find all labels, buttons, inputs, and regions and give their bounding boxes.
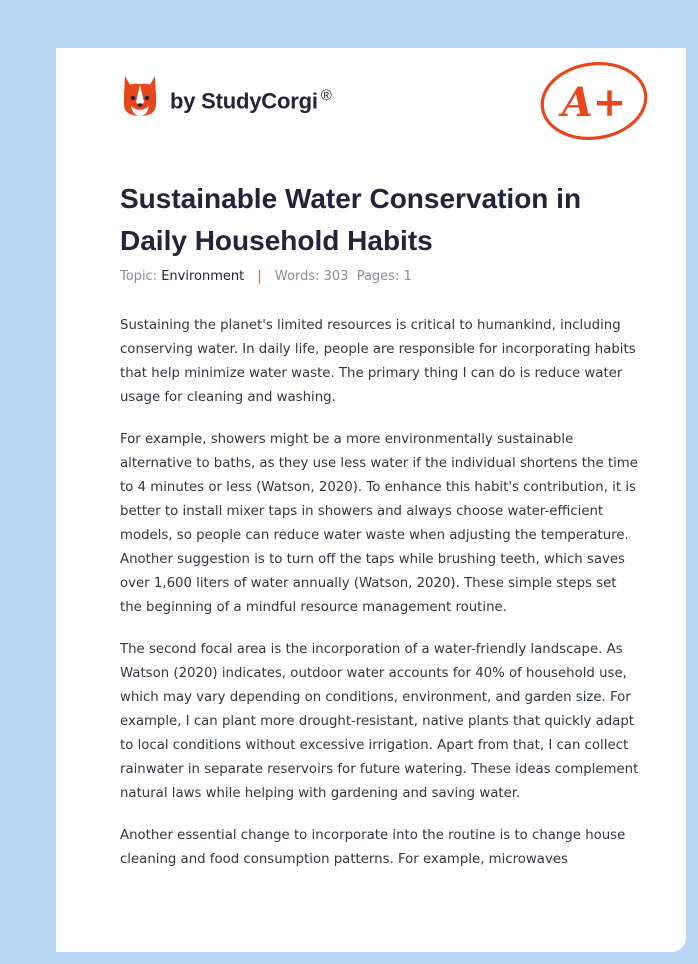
brand-name: by StudyCorgi ® <box>170 87 332 114</box>
meta-separator: | <box>257 269 262 284</box>
word-count: Words: 303 <box>274 269 349 284</box>
studycorgi-logo[interactable] <box>120 74 332 118</box>
grade-text: A+ <box>561 79 627 126</box>
topic-label: Topic: <box>120 269 158 284</box>
essay-paragraph: Sustaining the planet's limited resources is critical to humankind, including conserving water. In daily life, people are responsible for incorporating habits that help minimize water waste. The primary thing I can do is reduce water usage for cleaning and washing. <box>120 318 636 405</box>
essay-paragraph: The second focal area is the incorporation of a water-friendly landscape. As Watson (2020) indicates, outdoor water accounts for 40% of household use, which may vary depending on conditions, environment, and garden size. For example, I can plant more drought-resistant, native plants that quickly adapt to local conditions without excessive irrigation. Apart from that, I can collect rainwater in separate reservoirs for future watering. These ideas complement natural laws while helping with gardening and saving water. <box>120 642 639 801</box>
registered-mark: ® <box>320 87 332 105</box>
document-page <box>56 48 686 952</box>
essay-body <box>120 314 640 890</box>
page-count: Pages: 1 <box>356 269 412 284</box>
corgi-logo-icon <box>120 74 160 118</box>
essay-paragraph: For example, showers might be a more environmentally sustainable alternative to baths, as they use less water if the individual shortens the time to 4 minutes or less (Watson, 2020). To enhance this habit's contribution, it is better to install mixer taps in showers and always choose water-efficient models, so people can reduce water waste when adjusting the temperature. Another suggestion is to turn off the taps while brushing teeth, which saves over 1,600 liters of water annually (Watson, 2020). These simple steps set the beginning of a mindful resource management routine. <box>120 432 638 615</box>
grade-badge-icon <box>538 60 650 146</box>
topic-link[interactable]: Environment <box>161 269 245 284</box>
page-header <box>56 48 686 168</box>
essay-meta <box>120 269 412 284</box>
essay-paragraph: Another essential change to incorporate into the routine is to change house cleaning and food consumption patterns. For example, microwaves <box>120 828 626 867</box>
essay-title: Sustainable Water Conservation in Daily Household Habits <box>120 183 582 256</box>
